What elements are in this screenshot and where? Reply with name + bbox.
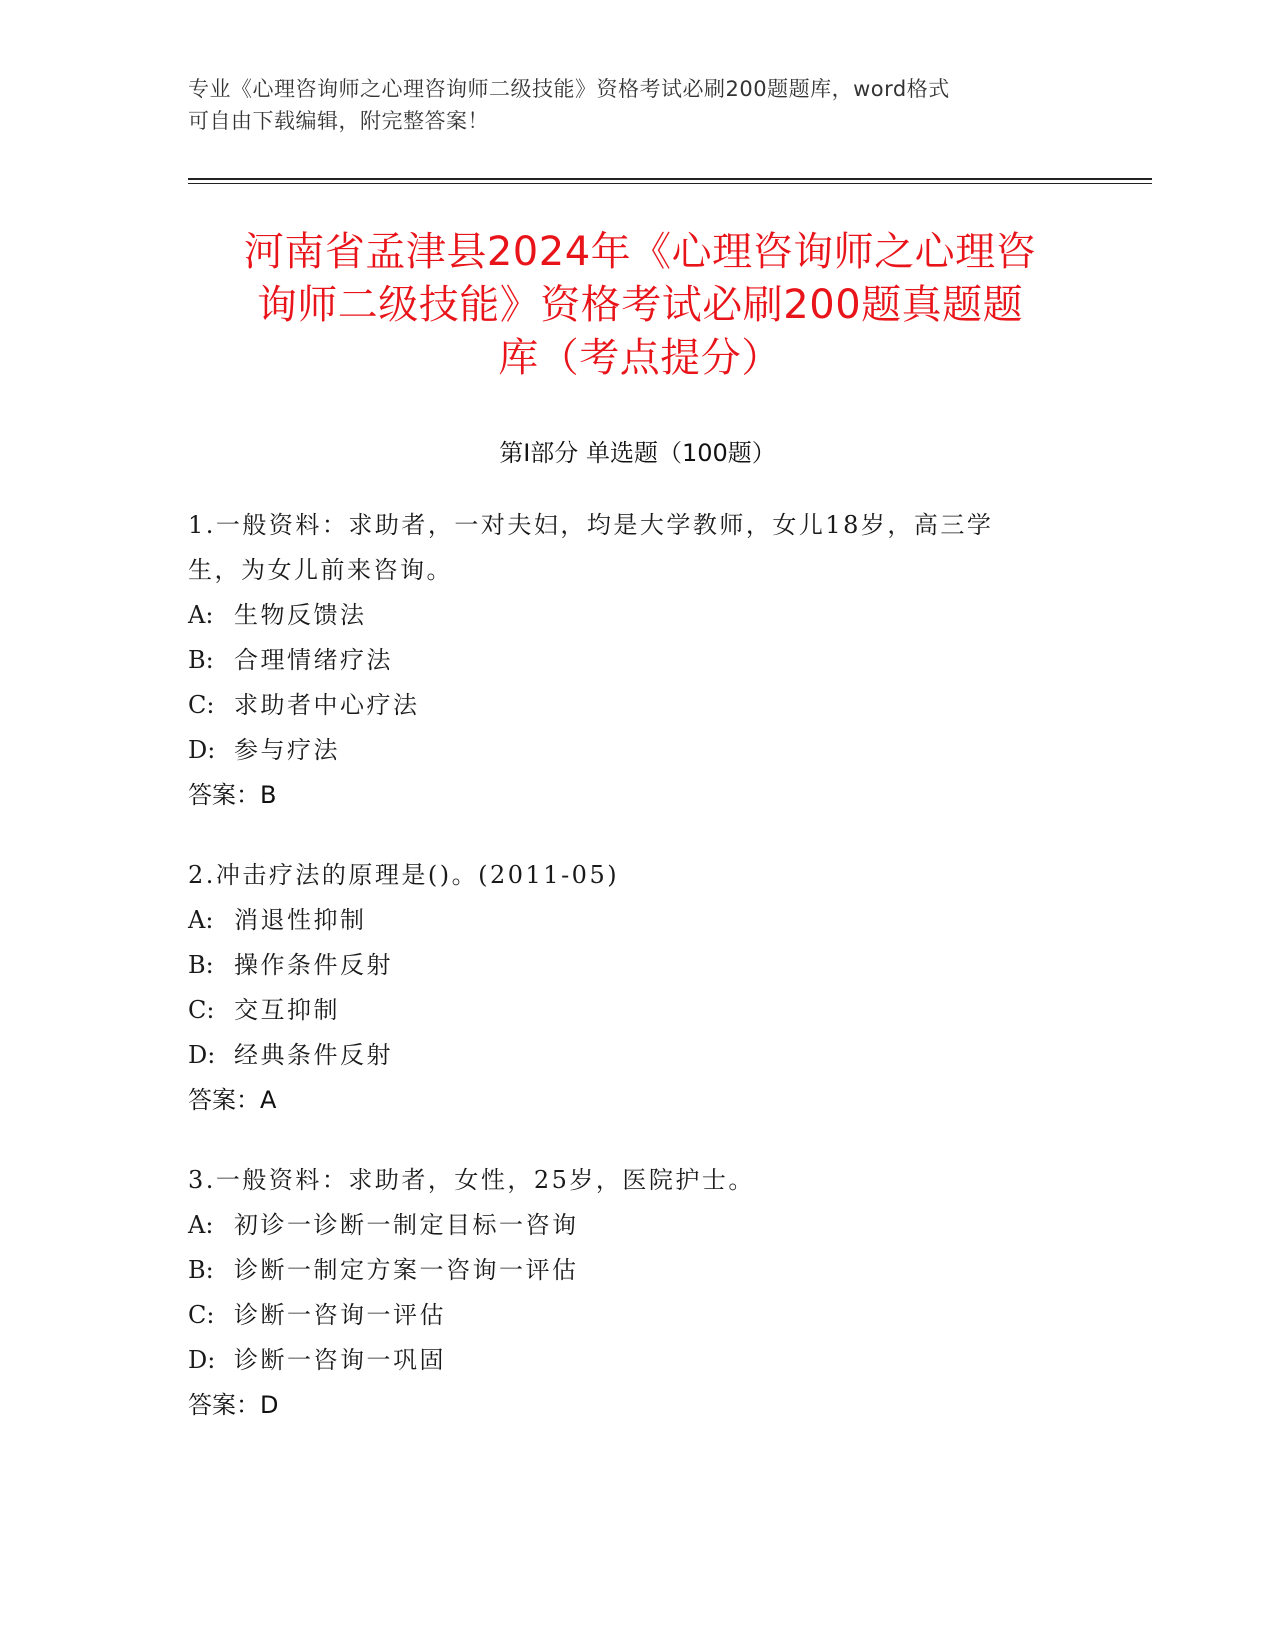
option-c — [188, 1293, 1088, 1338]
question-stem-line: 1.一般资料：求助者，一对夫妇，均是大学教师，女儿18岁，高三学 — [188, 511, 994, 539]
section-title: 第I部分 单选题（100题） — [499, 439, 776, 467]
option-text: 诊断一制定方案一咨询一评估 — [234, 1256, 579, 1284]
option-d — [188, 728, 1088, 773]
option-d — [188, 1338, 1088, 1383]
option-key: B: — [188, 951, 214, 979]
option-key: A: — [188, 906, 214, 934]
header-note — [188, 73, 1068, 137]
question-item — [188, 503, 1088, 818]
option-text: 诊断一咨询一巩固 — [234, 1346, 446, 1374]
question-stem — [188, 503, 1088, 593]
option-key: A: — [188, 601, 214, 629]
option-text: 初诊一诊断一制定目标一咨询 — [234, 1211, 579, 1239]
document-title — [160, 226, 1120, 385]
option-key: C: — [188, 1301, 215, 1329]
question-stem — [188, 1158, 1088, 1203]
option-key: A: — [188, 1211, 214, 1239]
option-key: B: — [188, 646, 214, 674]
option-text: 合理情绪疗法 — [234, 646, 393, 674]
header-note-line: 专业《心理咨询师之心理咨询师二级技能》资格考试必刷200题题库，word格式 — [188, 77, 950, 101]
question-stem-line: 生，为女儿前来咨询。 — [188, 556, 453, 584]
question-stem — [188, 853, 1088, 898]
option-b — [188, 943, 1088, 988]
question-stem-line: 2.冲击疗法的原理是()。(2011-05) — [188, 861, 620, 889]
option-b — [188, 1248, 1088, 1293]
title-line: 河南省孟津县2024年《心理咨询师之心理咨 — [243, 229, 1037, 275]
header-note-line: 可自由下载编辑，附完整答案！ — [188, 109, 489, 133]
option-text: 交互抑制 — [234, 996, 340, 1024]
header-divider-thin — [188, 183, 1152, 184]
option-a — [188, 1203, 1088, 1248]
option-key: C: — [188, 996, 215, 1024]
answer-line: 答案：D — [188, 1391, 279, 1419]
option-d — [188, 1033, 1088, 1078]
question-stem-line: 3.一般资料：求助者，女性，25岁，医院护士。 — [188, 1166, 755, 1194]
option-key: D: — [188, 1346, 216, 1374]
option-text: 生物反馈法 — [234, 601, 367, 629]
option-text: 操作条件反射 — [234, 951, 393, 979]
title-line: 库（考点提分） — [498, 335, 782, 381]
header-divider — [188, 178, 1152, 180]
option-b — [188, 638, 1088, 683]
answer-line: 答案：B — [188, 781, 277, 809]
option-text: 经典条件反射 — [234, 1041, 393, 1069]
option-a — [188, 593, 1088, 638]
option-key: C: — [188, 691, 215, 719]
question-item — [188, 1158, 1088, 1428]
title-line: 询师二级技能》资格考试必刷200题真题题 — [256, 282, 1024, 328]
option-key: D: — [188, 736, 216, 764]
option-text: 求助者中心疗法 — [234, 691, 420, 719]
option-text: 消退性抑制 — [234, 906, 367, 934]
option-c — [188, 683, 1088, 728]
option-c — [188, 988, 1088, 1033]
option-key: D: — [188, 1041, 216, 1069]
option-text: 参与疗法 — [234, 736, 340, 764]
option-text: 诊断一咨询一评估 — [234, 1301, 446, 1329]
option-key: B: — [188, 1256, 214, 1284]
answer-line: 答案：A — [188, 1086, 277, 1114]
question-item — [188, 853, 1088, 1123]
option-a — [188, 898, 1088, 943]
